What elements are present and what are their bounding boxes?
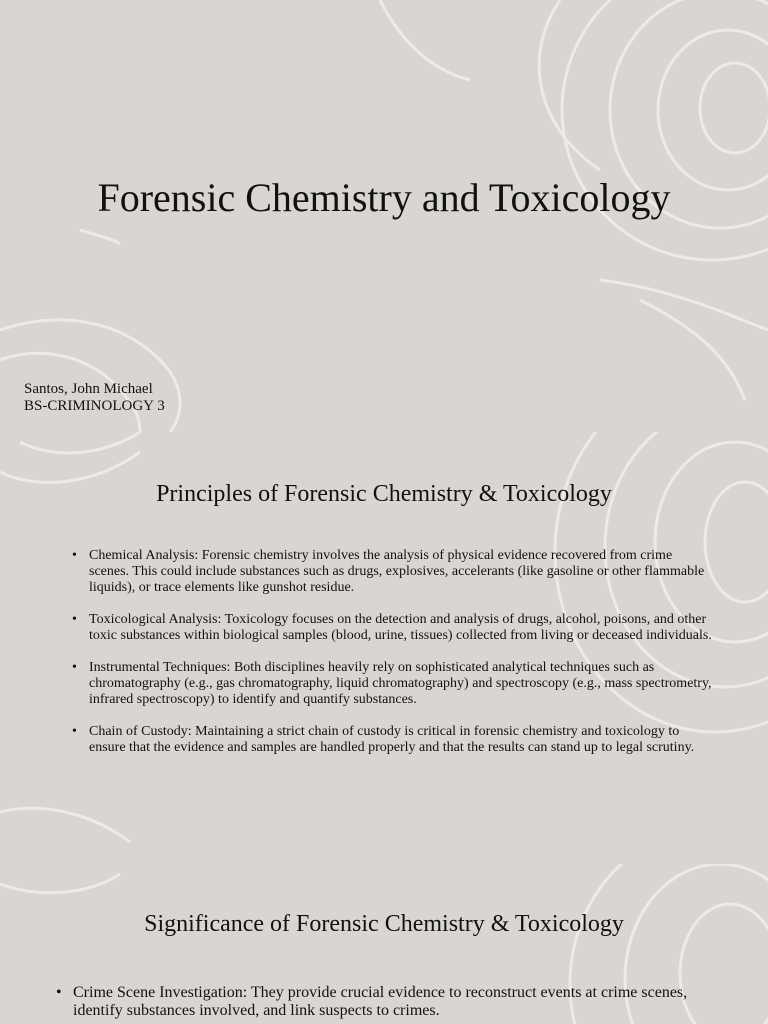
author-block xyxy=(24,381,165,415)
bullet-icon: • xyxy=(72,548,77,563)
principles-bullet-list xyxy=(72,548,712,772)
bullet-text: Toxicological Analysis: Toxicology focuses on the detection and analysis of drugs, alcohol, poisons, and other toxic substances within biological samples (blood, urine, tissues) collected from living or deceased individuals. xyxy=(89,612,712,643)
title-slide xyxy=(0,0,768,432)
principles-slide xyxy=(0,432,768,864)
bullet-text: Chemical Analysis: Forensic chemistry involves the analysis of physical evidence recovered from crime scenes. This could include substances such as drugs, explosives, accelerants (like gasoline or other flammable liquids), or trace elements like gunshot residue. xyxy=(89,548,705,595)
bullet-icon: • xyxy=(72,660,77,675)
slide-title-principles: Principles of Forensic Chemistry & Toxicology xyxy=(156,481,612,507)
list-item xyxy=(56,984,736,1020)
author-name: Santos, John Michael xyxy=(24,381,153,397)
list-item xyxy=(72,612,712,644)
bullet-text: Chain of Custody: Maintaining a strict chain of custody is critical in forensic chemistry and toxicology to ensure that the evidence and samples are handled properly and that the results can stand up to legal scrutiny. xyxy=(89,724,695,755)
bullet-icon: • xyxy=(72,724,77,739)
bullet-icon: • xyxy=(56,984,62,1001)
author-course: BS-CRIMINOLOGY 3 xyxy=(24,398,165,414)
significance-slide xyxy=(0,864,768,1024)
significance-bullet-list xyxy=(56,984,736,1024)
list-item xyxy=(72,724,712,756)
bullet-text: Instrumental Techniques: Both disciplines heavily rely on sophisticated analytical techniques such as chromatography (e.g., gas chromatography, liquid chromatography) and spectroscopy (e.g., mass spectrometry, infrared spectroscopy) to identify and quantify substances. xyxy=(89,660,712,707)
bullet-text: Crime Scene Investigation: They provide crucial evidence to reconstruct events at crime scenes, identify substances involved, and link suspects to crimes. xyxy=(73,984,688,1019)
bullet-icon: • xyxy=(72,612,77,627)
presentation-title: Forensic Chemistry and Toxicology xyxy=(97,175,671,220)
list-item xyxy=(72,660,712,708)
slide-title-significance: Significance of Forensic Chemistry & Toxicology xyxy=(144,911,624,937)
list-item xyxy=(72,548,712,596)
